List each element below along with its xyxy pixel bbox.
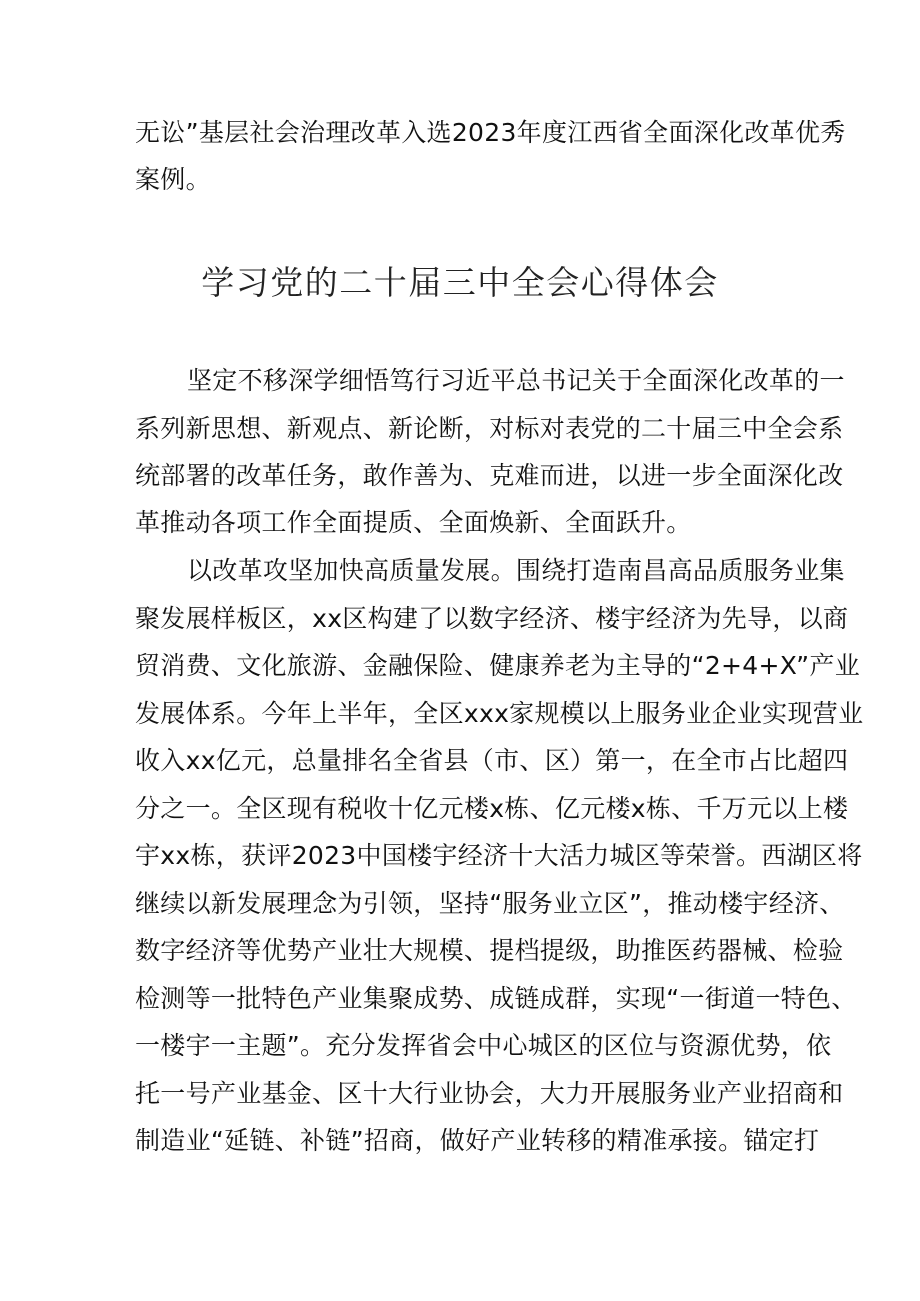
text-line: 无讼”基层社会治理改革入选2023年度江西省全面深化改革优秀 <box>135 118 846 147</box>
text-line: 分之一。全区现有税收十亿元楼x栋、亿元楼x栋、千万元以上楼 <box>135 794 849 823</box>
text-line: 坚定不移深学细悟笃行习近平总书记关于全面深化改革的一 <box>187 366 845 395</box>
text-line: 收入xx亿元，总量排名全省县（市、区）第一，在全市占比超四 <box>135 746 849 775</box>
text-line: 宇xx栋，获评2023中国楼宇经济十大活力城区等荣誉。西湖区将 <box>135 841 863 870</box>
text-line: 统部署的改革任务，敢作善为、克难而进，以进一步全面深化改 <box>135 461 844 490</box>
text-line: 一楼宇一主题”。充分发挥省会中心城区的区位与资源优势，依 <box>135 1031 832 1060</box>
text-line: 聚发展样板区，xx区构建了以数字经济、楼宇经济为先导，以商 <box>135 604 849 633</box>
text-line: 托一号产业基金、区十大行业协会，大力开展服务业产业招商和 <box>135 1079 844 1108</box>
text-line: 检测等一批特色产业集聚成势、成链成群，实现“一街道一特色、 <box>135 984 857 1013</box>
text-line: 系列新思想、新观点、新论断，对标对表党的二十届三中全会系 <box>135 414 844 443</box>
text-line: 革推动各项工作全面提质、全面焕新、全面跃升。 <box>135 508 692 537</box>
text-line: 发展体系。今年上半年，全区xxx家规模以上服务业企业实现营业 <box>135 699 864 728</box>
text-line: 制造业“延链、补链”招商，做好产业转移的精准承接。锚定打 <box>135 1126 820 1155</box>
text-line: 案例。 <box>135 165 211 194</box>
text-line: 继续以新发展理念为引领，坚持“服务业立区”，推动楼宇经济、 <box>135 889 845 918</box>
text-line: 数字经济等优势产业壮大规模、提档提级，助推医药器械、检验 <box>135 936 844 965</box>
document-title: 学习党的二十届三中全会心得体会 <box>201 263 719 302</box>
text-line: 贸消费、文化旅游、金融保险、健康养老为主导的“2+4+X”产业 <box>135 651 861 680</box>
text-line: 以改革攻坚加快高质量发展。围绕打造南昌高品质服务业集 <box>187 556 845 585</box>
